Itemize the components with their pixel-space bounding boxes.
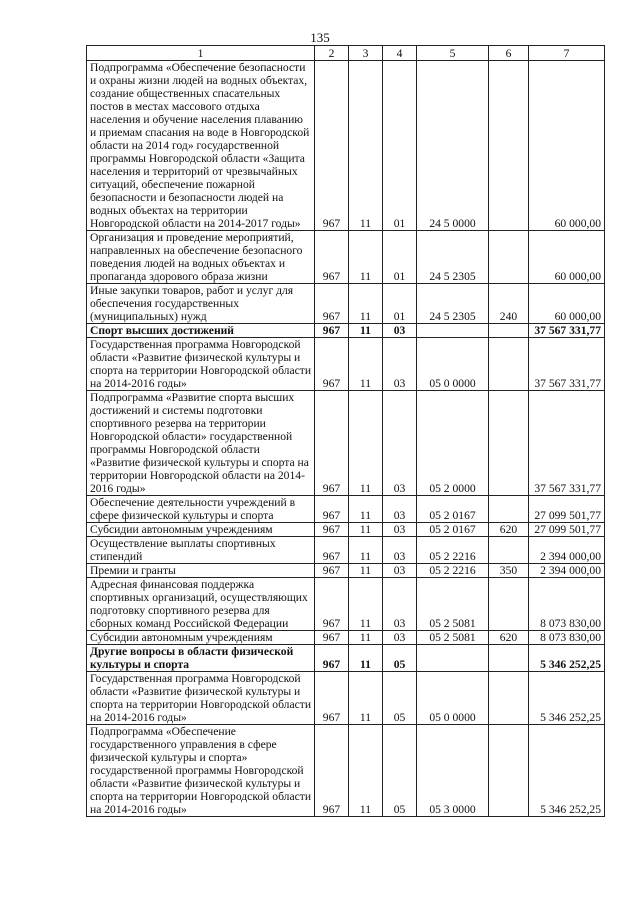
- column-header: 5: [417, 46, 489, 61]
- table-row: [87, 631, 605, 645]
- budget-table: [86, 45, 605, 817]
- cell-pr-code: 03: [383, 537, 417, 564]
- cell-pr-code: 03: [383, 496, 417, 523]
- table-row: [87, 672, 605, 725]
- row-description: Подпрограмма «Развитие спорта высших достижений и системы подготовки спортивного резерва на территории Новгородской области» государственной программы Новгородской области «Развитие физической культуры и спорта на территории Новгородской области на 2014-2016 годы»: [87, 391, 315, 496]
- cell-pr-code: 03: [383, 631, 417, 645]
- cell-rz-code: 11: [349, 324, 383, 338]
- table-row: [87, 523, 605, 537]
- cell-amount: 37 567 331,77: [529, 338, 605, 391]
- cell-csr-code: [417, 324, 489, 338]
- table-row: [87, 537, 605, 564]
- cell-gr-code: 967: [315, 391, 349, 496]
- table-row: [87, 725, 605, 817]
- cell-amount: 2 394 000,00: [529, 537, 605, 564]
- cell-gr-code: 967: [315, 496, 349, 523]
- table-row: [87, 391, 605, 496]
- cell-amount: 37 567 331,77: [529, 324, 605, 338]
- cell-csr-code: 05 2 5081: [417, 631, 489, 645]
- cell-rz-code: 11: [349, 284, 383, 324]
- column-header: 4: [383, 46, 417, 61]
- cell-pr-code: 03: [383, 391, 417, 496]
- cell-gr-code: 967: [315, 523, 349, 537]
- cell-rz-code: 11: [349, 338, 383, 391]
- table-header-row: [87, 46, 605, 61]
- row-description: Премии и гранты: [87, 564, 315, 578]
- cell-pr-code: 01: [383, 231, 417, 284]
- cell-csr-code: 24 5 2305: [417, 284, 489, 324]
- cell-gr-code: 967: [315, 324, 349, 338]
- cell-amount: 27 099 501,77: [529, 496, 605, 523]
- column-header: 2: [315, 46, 349, 61]
- cell-amount: 8 073 830,00: [529, 578, 605, 631]
- column-header: 7: [529, 46, 605, 61]
- cell-gr-code: 967: [315, 338, 349, 391]
- cell-amount: 60 000,00: [529, 231, 605, 284]
- cell-csr-code: 05 2 2216: [417, 537, 489, 564]
- cell-amount: 2 394 000,00: [529, 564, 605, 578]
- cell-gr-code: 967: [315, 537, 349, 564]
- row-description: Спорт высших достижений: [87, 324, 315, 338]
- cell-vr-code: 620: [489, 523, 529, 537]
- cell-vr-code: [489, 537, 529, 564]
- table-row: [87, 578, 605, 631]
- cell-pr-code: 03: [383, 523, 417, 537]
- cell-pr-code: 03: [383, 324, 417, 338]
- row-description: Подпрограмма «Обеспечение безопасности и охраны жизни людей на водных объектах, создание общественных спасательных постов в местах массового отдыха населения и обучение населения плаванию и приемам спасания на воде в Новгородской области на 2014 год» государственной программы Новгородской области «Защита населения и территорий от чрезвычайных ситуаций, обеспечение пожарной безопасности и безопасности людей на водных объектах на территории Новгородской области на 2014-2017 годы»: [87, 61, 315, 231]
- cell-rz-code: 11: [349, 725, 383, 817]
- row-description: Организация и проведение мероприятий, направленных на обеспечение безопасного поведения людей на водных объектах и пропаганда здорового образа жизни: [87, 231, 315, 284]
- cell-amount: 27 099 501,77: [529, 523, 605, 537]
- row-description: Другие вопросы в области физической культуры и спорта: [87, 645, 315, 672]
- cell-gr-code: 967: [315, 578, 349, 631]
- cell-amount: 60 000,00: [529, 284, 605, 324]
- cell-vr-code: 240: [489, 284, 529, 324]
- table-row: [87, 61, 605, 231]
- cell-amount: 5 346 252,25: [529, 645, 605, 672]
- cell-csr-code: 24 5 0000: [417, 61, 489, 231]
- row-description: Государственная программа Новгородской области «Развитие физической культуры и спорта на территории Новгородской области на 2014-2016 годы»: [87, 672, 315, 725]
- page-number: 135: [310, 30, 330, 45]
- cell-vr-code: [489, 578, 529, 631]
- cell-pr-code: 03: [383, 578, 417, 631]
- cell-rz-code: 11: [349, 645, 383, 672]
- cell-gr-code: 967: [315, 631, 349, 645]
- cell-gr-code: 967: [315, 284, 349, 324]
- cell-amount: 5 346 252,25: [529, 672, 605, 725]
- cell-csr-code: 24 5 2305: [417, 231, 489, 284]
- table-row: [87, 324, 605, 338]
- cell-vr-code: [489, 725, 529, 817]
- table-row: [87, 284, 605, 324]
- cell-vr-code: 350: [489, 564, 529, 578]
- cell-vr-code: [489, 496, 529, 523]
- cell-amount: 60 000,00: [529, 61, 605, 231]
- table-row: [87, 564, 605, 578]
- cell-rz-code: 11: [349, 631, 383, 645]
- cell-vr-code: [489, 61, 529, 231]
- cell-amount: 37 567 331,77: [529, 391, 605, 496]
- column-header: 3: [349, 46, 383, 61]
- row-description: Государственная программа Новгородской области «Развитие физической культуры и спорта на территории Новгородской области на 2014-2016 годы»: [87, 338, 315, 391]
- cell-amount: 5 346 252,25: [529, 725, 605, 817]
- cell-gr-code: 967: [315, 725, 349, 817]
- table-row: [87, 231, 605, 284]
- cell-gr-code: 967: [315, 564, 349, 578]
- cell-gr-code: 967: [315, 672, 349, 725]
- cell-csr-code: 05 2 0000: [417, 391, 489, 496]
- column-header: 6: [489, 46, 529, 61]
- table-row: [87, 645, 605, 672]
- table-row: [87, 496, 605, 523]
- cell-pr-code: 01: [383, 61, 417, 231]
- cell-rz-code: 11: [349, 537, 383, 564]
- cell-amount: 8 073 830,00: [529, 631, 605, 645]
- cell-pr-code: 05: [383, 672, 417, 725]
- cell-pr-code: 01: [383, 284, 417, 324]
- cell-vr-code: [489, 672, 529, 725]
- table-row: [87, 338, 605, 391]
- cell-vr-code: [489, 231, 529, 284]
- cell-rz-code: 11: [349, 496, 383, 523]
- cell-csr-code: 05 2 2216: [417, 564, 489, 578]
- cell-pr-code: 05: [383, 725, 417, 817]
- cell-csr-code: [417, 645, 489, 672]
- cell-rz-code: 11: [349, 578, 383, 631]
- row-description: Адресная финансовая поддержка спортивных организаций, осуществляющих подготовку спортивного резерва для сборных команд Российской Федерации: [87, 578, 315, 631]
- column-header: 1: [87, 46, 315, 61]
- cell-csr-code: 05 2 5081: [417, 578, 489, 631]
- cell-rz-code: 11: [349, 391, 383, 496]
- row-description: Обеспечение деятельности учреждений в сфере физической культуры и спорта: [87, 496, 315, 523]
- cell-gr-code: 967: [315, 61, 349, 231]
- cell-csr-code: 05 2 0167: [417, 496, 489, 523]
- cell-rz-code: 11: [349, 672, 383, 725]
- cell-vr-code: [489, 391, 529, 496]
- cell-vr-code: 620: [489, 631, 529, 645]
- cell-rz-code: 11: [349, 61, 383, 231]
- cell-pr-code: 03: [383, 564, 417, 578]
- cell-rz-code: 11: [349, 231, 383, 284]
- row-description: Подпрограмма «Обеспечение государственного управления в сфере физической культуры и спорта» государственной программы Новгородской области «Развитие физической культуры и спорта на территории Новгородской области на 2014-2016 годы»: [87, 725, 315, 817]
- cell-csr-code: 05 0 0000: [417, 672, 489, 725]
- row-description: Осуществление выплаты спортивных стипендий: [87, 537, 315, 564]
- cell-vr-code: [489, 338, 529, 391]
- cell-vr-code: [489, 324, 529, 338]
- cell-rz-code: 11: [349, 564, 383, 578]
- cell-pr-code: 03: [383, 338, 417, 391]
- row-description: Субсидии автономным учреждениям: [87, 523, 315, 537]
- row-description: Субсидии автономным учреждениям: [87, 631, 315, 645]
- cell-csr-code: 05 0 0000: [417, 338, 489, 391]
- cell-rz-code: 11: [349, 523, 383, 537]
- cell-gr-code: 967: [315, 645, 349, 672]
- cell-pr-code: 05: [383, 645, 417, 672]
- row-description: Иные закупки товаров, работ и услуг для обеспечения государственных (муниципальных) нужд: [87, 284, 315, 324]
- cell-csr-code: 05 2 0167: [417, 523, 489, 537]
- cell-gr-code: 967: [315, 231, 349, 284]
- cell-csr-code: 05 3 0000: [417, 725, 489, 817]
- cell-vr-code: [489, 645, 529, 672]
